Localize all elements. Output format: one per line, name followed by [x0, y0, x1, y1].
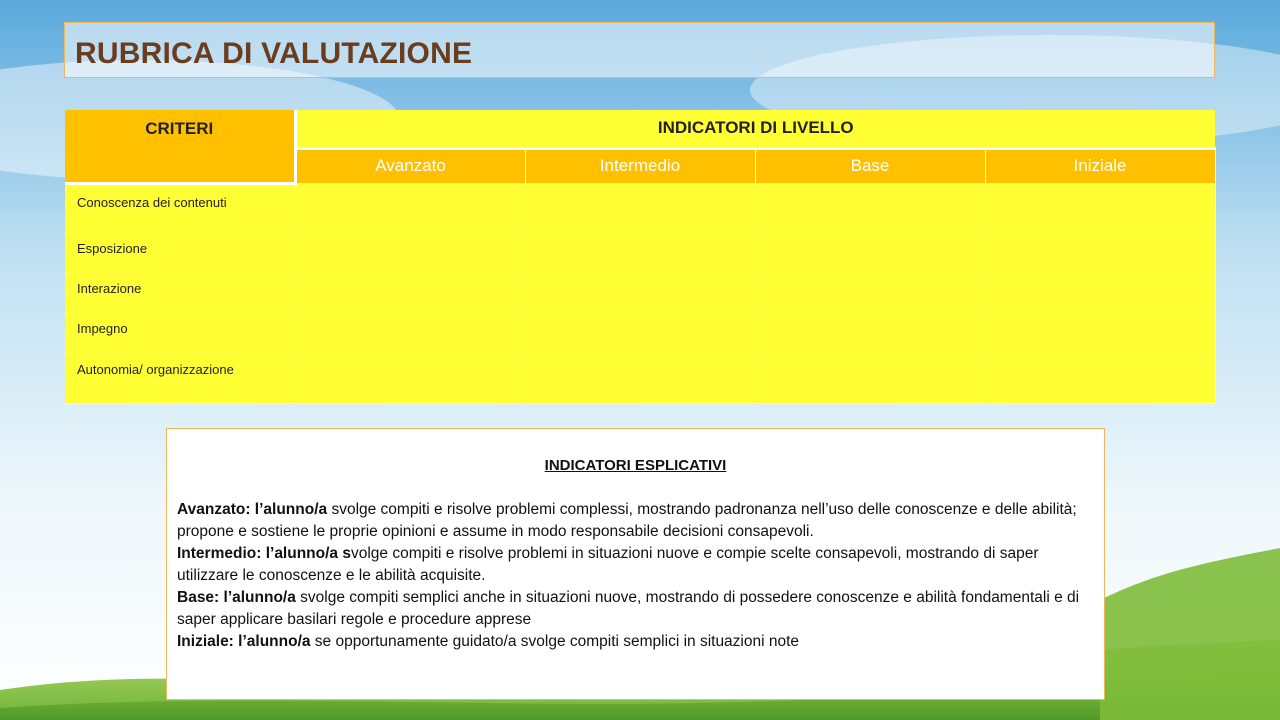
rubric-cell — [755, 313, 985, 353]
indicator-text: svolge compiti semplici anche in situazioni nuove, mostrando di possedere conoscenze e abilità fondamentali e di saper applicare basilari regole e procedure apprese — [177, 589, 1080, 628]
level-header-avanzato: Avanzato — [295, 148, 525, 183]
rubric-cell — [295, 313, 525, 353]
indicator-label: Iniziale: l’alunno/a — [177, 633, 311, 650]
title-box — [64, 22, 1215, 78]
indicator-avanzato — [177, 499, 1084, 543]
criterion-label: Conoscenza dei contenuti — [65, 183, 295, 233]
indicator-text: se opportunamente guidato/a svolge compiti semplici in situazioni note — [310, 633, 800, 650]
criterion-label: Impegno — [65, 313, 295, 353]
rubric-cell — [525, 183, 755, 233]
table-row — [65, 233, 1215, 273]
rubric-cell — [755, 273, 985, 313]
rubric-cell — [525, 273, 755, 313]
indicator-text: svolge compiti e risolve problemi complessi, mostrando padronanza nell’uso delle conoscenze e delle abilità; propone e sostiene le proprie opinioni e assume in modo responsabile decisioni consapevoli. — [177, 501, 1077, 540]
criterion-label: Autonomia/ organizzazione — [65, 353, 295, 403]
header-criteri: CRITERI — [65, 110, 295, 183]
level-header-intermedio: Intermedio — [525, 148, 755, 183]
indicator-base — [177, 587, 1084, 631]
table-row — [65, 273, 1215, 313]
rubric-table — [65, 110, 1216, 404]
rubric-cell — [755, 233, 985, 273]
rubric-cell — [525, 353, 755, 403]
rubric-cell — [985, 313, 1215, 353]
rubric-cell — [755, 353, 985, 403]
criterion-label: Esposizione — [65, 233, 295, 273]
page-title: RUBRICA DI VALUTAZIONE — [75, 37, 473, 70]
level-header-base: Base — [755, 148, 985, 183]
header-indicatori-di-livello: INDICATORI DI LIVELLO — [295, 110, 1215, 148]
level-header-iniziale: Iniziale — [985, 148, 1215, 183]
explanatory-indicators-box — [166, 428, 1105, 700]
rubric-cell — [525, 313, 755, 353]
criterion-label: Interazione — [65, 273, 295, 313]
indicator-label: Avanzato: l’alunno/a — [177, 501, 328, 518]
rubric-cell — [985, 273, 1215, 313]
explain-body — [177, 499, 1084, 653]
table-row — [65, 353, 1215, 403]
indicator-iniziale — [177, 631, 1084, 653]
indicator-intermedio — [177, 543, 1084, 587]
explain-title: INDICATORI ESPLICATIVI — [544, 457, 727, 474]
rubric-cell — [525, 233, 755, 273]
rubric-cell — [295, 353, 525, 403]
rubric-cell — [295, 273, 525, 313]
rubric-cell — [985, 233, 1215, 273]
indicator-label: Intermedio: l’alunno/a s — [177, 545, 351, 562]
table-row — [65, 183, 1215, 233]
indicator-text: volge compiti e risolve problemi in situazioni nuove e compie scelte consapevoli, mostrando di saper utilizzare le conoscenze e le abilità acquisite. — [177, 545, 1039, 584]
rubric-cell — [985, 353, 1215, 403]
rubric-cell — [755, 183, 985, 233]
table-row — [65, 313, 1215, 353]
indicator-label: Base: l’alunno/a — [177, 589, 296, 606]
rubric-cell — [295, 233, 525, 273]
rubric-cell — [985, 183, 1215, 233]
rubric-cell — [295, 183, 525, 233]
